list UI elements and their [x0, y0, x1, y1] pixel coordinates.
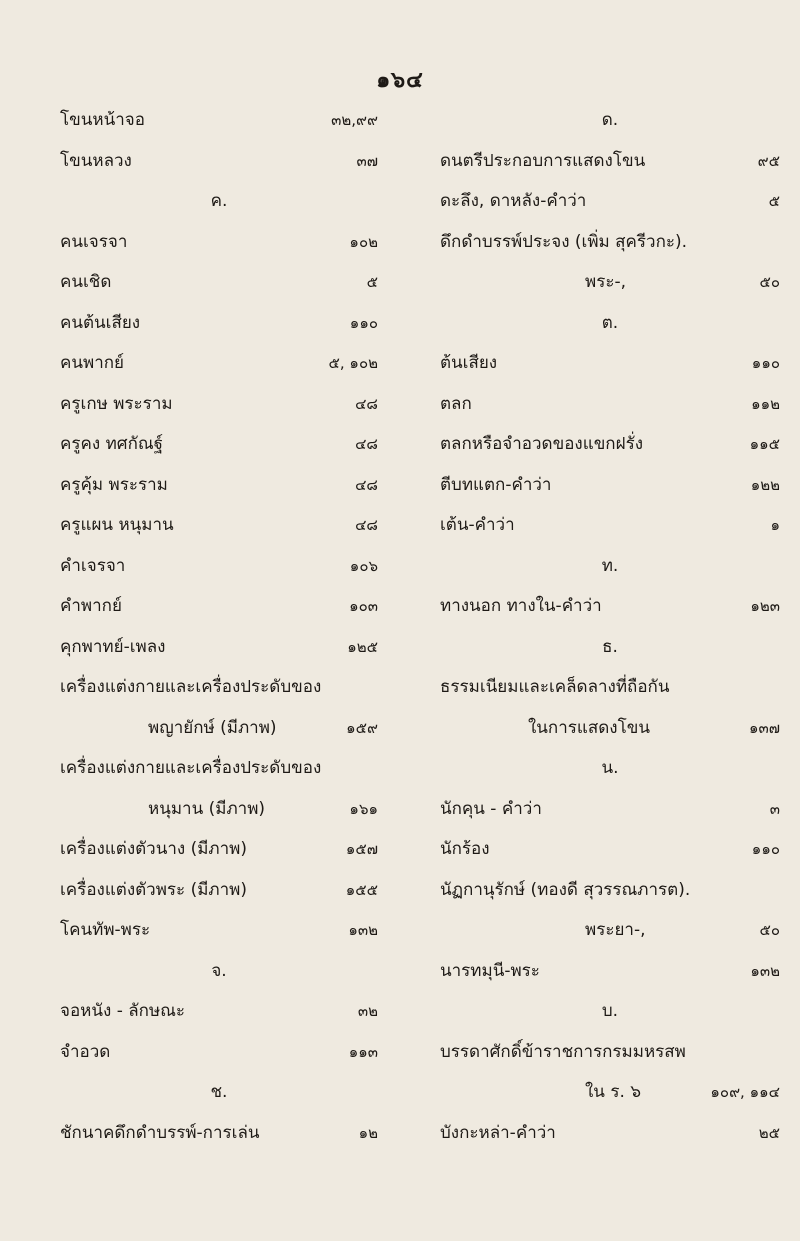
index-entry [440, 222, 780, 263]
index-entry [440, 141, 780, 182]
index-entry [440, 1113, 780, 1154]
entry-page: ๕๐ [759, 273, 780, 291]
entry-term: คำเจรจา [60, 555, 126, 576]
index-entry [60, 667, 378, 708]
entry-page: ๑๐๙, ๑๑๔ [710, 1083, 780, 1101]
entry-term: นัฏกานุรักษ์ (ทองดี สุวรรณภารต). [440, 879, 691, 900]
index-entry [60, 141, 378, 182]
entry-term: ชักนาคดึกดำบรรพ์-การเล่น [60, 1122, 260, 1143]
index-entry-continuation [60, 789, 378, 830]
entry-term: เครื่องแต่งตัวพระ (มีภาพ) [60, 879, 248, 900]
entry-term: โขนหลวง [60, 150, 132, 171]
index-entry [440, 505, 780, 546]
entry-term: เครื่องแต่งตัวนาง (มีภาพ) [60, 839, 248, 859]
entry-page: ๒๕ [758, 1123, 780, 1142]
entry-term: คนต้นเสียง [60, 312, 141, 333]
entry-page: ๑๓๒ [348, 921, 378, 939]
entry-page: ๓๒,๙๙ [331, 111, 378, 129]
entry-page: ๔๘ [355, 435, 378, 453]
index-entry [440, 1032, 780, 1073]
index-entry [440, 181, 780, 222]
entry-term: โขนหน้าจอ [60, 110, 145, 130]
section-heading [440, 100, 780, 141]
index-entry [440, 424, 780, 465]
entry-page: ๔๘ [355, 516, 378, 534]
section-heading [440, 991, 780, 1032]
entry-page: ๓๗ [356, 151, 378, 170]
index-entry [60, 1032, 378, 1073]
entry-page: ๕, ๑๐๒ [328, 354, 378, 372]
section-heading [440, 303, 780, 344]
index-entry-continuation [440, 1072, 780, 1113]
index-entry [440, 384, 780, 425]
index-entry [440, 465, 780, 506]
index-column-left [60, 100, 378, 1153]
entry-term: ในการแสดงโขน [528, 717, 650, 738]
entry-term: คนเจรจา [60, 231, 128, 252]
entry-page: ๑๕๗ [345, 840, 378, 858]
section-heading [60, 181, 378, 222]
index-entry [440, 829, 780, 870]
index-entry [440, 870, 780, 911]
entry-term: นารทมุนี-พระ [440, 960, 540, 981]
entry-term: ดนตรีประกอบการแสดงโขน [440, 150, 646, 171]
index-entry-continuation [440, 910, 780, 951]
index-entry [60, 505, 378, 546]
entry-page: ๑๕๙ [346, 718, 378, 737]
entry-term: เต้น-คำว่า [440, 515, 515, 535]
index-entry [440, 951, 780, 992]
section-letter: ท. [601, 555, 619, 576]
entry-term: เครื่องแต่งกายและเครื่องประดับของ [60, 758, 322, 778]
index-entry [60, 586, 378, 627]
entry-page: ๕ [768, 192, 780, 210]
page-number: ๑๖๔ [376, 68, 424, 93]
entry-page: ๑๒๓ [750, 597, 780, 615]
index-entry-continuation [440, 708, 780, 749]
index-entry [440, 667, 780, 708]
entry-term: บรรดาศักดิ์ข้าราชการกรมมหรสพ [440, 1041, 686, 1062]
section-heading [440, 748, 780, 789]
index-entry [60, 465, 378, 506]
entry-term: หนุมาน (มีภาพ) [148, 798, 266, 819]
entry-term: นักร้อง [440, 839, 490, 859]
entry-page: ๔๘ [355, 394, 378, 413]
entry-page: ๑๖๑ [349, 799, 378, 818]
section-heading [440, 627, 780, 668]
index-entry [60, 100, 378, 141]
index-entry [440, 586, 780, 627]
index-entry [60, 829, 378, 870]
entry-page: ๑๑๕ [749, 435, 780, 453]
entry-term: ใน ร. ๖ [585, 1082, 642, 1102]
index-entry [60, 303, 378, 344]
entry-page: ๑๒ [358, 1123, 378, 1142]
entry-term: พระยา-, [585, 920, 646, 940]
index-entry [60, 910, 378, 951]
entry-term: จอหนัง - ลักษณะ [60, 1001, 186, 1021]
entry-page: ๕๐ [759, 921, 780, 939]
entry-term: ครูคง ทศกัณฐ์ [60, 434, 164, 454]
entry-term: ครูคุ้ม พระราม [60, 474, 168, 495]
index-entry [60, 222, 378, 263]
index-entry [440, 343, 780, 384]
index-entry [60, 343, 378, 384]
entry-page: ๑๐๖ [349, 556, 378, 575]
section-letter: ธ. [602, 636, 618, 657]
entry-term: เครื่องแต่งกายและเครื่องประดับของ [60, 677, 322, 697]
entry-term: คนพากย์ [60, 353, 124, 373]
entry-term: ตีบทแตก-คำว่า [440, 474, 552, 495]
entry-term: ครูแผน หนุมาน [60, 515, 174, 535]
entry-page: ๑๑๐ [751, 840, 780, 858]
entry-term: คุกพาทย์-เพลง [60, 636, 166, 657]
entry-page: ๑๑๐ [751, 354, 780, 372]
entry-page: ๑๑๐ [349, 313, 378, 332]
entry-page: ๑๐๒ [349, 232, 378, 251]
section-letter: บ. [601, 1001, 619, 1021]
entry-page: ๑๒๕ [347, 637, 378, 656]
index-entry [60, 991, 378, 1032]
index-entry [60, 424, 378, 465]
entry-page: ๑๑๓ [348, 1042, 378, 1061]
entry-page: ๓๒ [357, 1002, 378, 1020]
entry-page: ๙๕ [757, 151, 780, 170]
index-entry-continuation [440, 262, 780, 303]
entry-page: ๓ [769, 799, 780, 818]
entry-page: ๑๓๒ [750, 961, 780, 980]
entry-term: ธรรมเนียมและเคล็ดลางที่ถือกัน [440, 677, 670, 697]
index-entry [60, 262, 378, 303]
entry-term: ทางนอก ทางใน-คำว่า [440, 596, 602, 616]
section-letter: ค. [210, 191, 228, 211]
index-entry [60, 384, 378, 425]
entry-term: จำอวด [60, 1041, 111, 1062]
entry-term: ดึกดำบรรพ์ประจง (เพิ่ม สุครีวกะ). [440, 231, 688, 252]
entry-term: พระ-, [585, 272, 627, 292]
entry-page: ๑๓๗ [748, 718, 780, 737]
index-entry [60, 627, 378, 668]
entry-term: คำพากย์ [60, 596, 122, 616]
entry-term: โคนทัพ-พระ [60, 920, 151, 940]
section-letter: จ. [211, 960, 227, 981]
section-heading [440, 546, 780, 587]
section-letter: ด. [601, 110, 619, 130]
entry-term: ต้นเสียง [440, 353, 498, 373]
entry-term: ตลกหรือจำอวดของแขกฝรั่ง [440, 434, 643, 454]
index-entry [60, 748, 378, 789]
entry-term: ครูเกษ พระราม [60, 393, 173, 414]
entry-page: ๑๒๒ [750, 475, 780, 494]
section-letter: ต. [601, 312, 619, 333]
section-letter: ช. [210, 1082, 228, 1102]
index-entry [60, 870, 378, 911]
entry-term: บังกะหล่า-คำว่า [440, 1122, 556, 1143]
index-entry [60, 546, 378, 587]
index-column-right [440, 100, 780, 1153]
section-heading [60, 951, 378, 992]
entry-term: นักคุน - คำว่า [440, 798, 542, 819]
entry-page: ๑ [770, 516, 780, 534]
entry-page: ๑๕๕ [345, 880, 378, 899]
entry-term: คนเชิด [60, 272, 112, 292]
entry-term: ดะลึง, ดาหลัง-คำว่า [440, 191, 587, 211]
section-heading [60, 1072, 378, 1113]
entry-page: ๑๐๓ [349, 597, 378, 615]
index-entry-continuation [60, 708, 378, 749]
index-entry [440, 789, 780, 830]
section-letter: น. [601, 758, 619, 778]
entry-page: ๑๑๒ [751, 394, 780, 413]
entry-term: พญายักษ์ (มีภาพ) [148, 717, 277, 738]
entry-page: ๔๘ [355, 475, 378, 494]
index-entry [60, 1113, 378, 1154]
entry-term: ตลก [440, 393, 472, 414]
entry-page: ๕ [366, 273, 378, 291]
